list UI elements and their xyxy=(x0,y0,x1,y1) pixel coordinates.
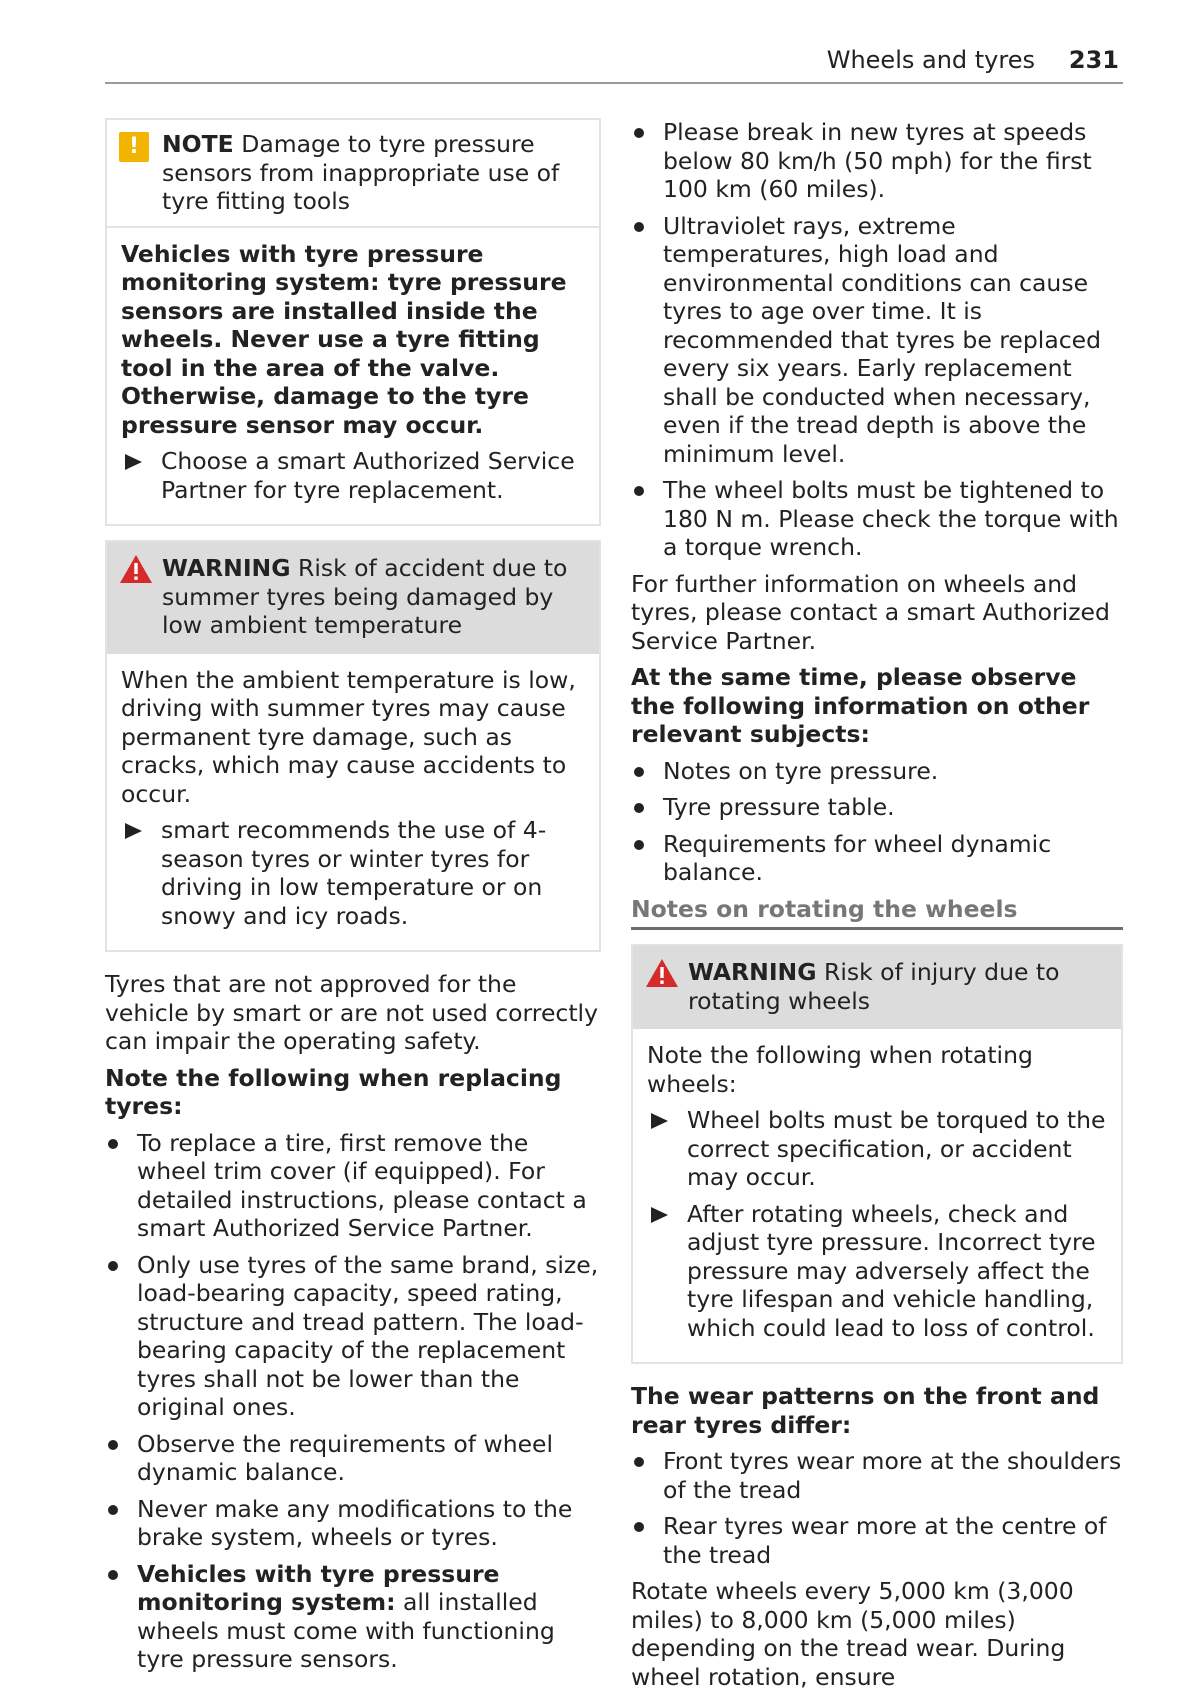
observe-heading: At the same time, please observe the following information on other relevant subjects: xyxy=(631,663,1090,748)
warning-keyword: WARNING xyxy=(688,958,817,986)
warning-header xyxy=(107,542,599,654)
note-keyword: NOTE xyxy=(162,130,234,158)
list-item: Observe the requirements of wheel dynamic balance. xyxy=(105,1430,601,1487)
list-item xyxy=(105,1560,601,1674)
warning-step: After rotating wheels, check and adjust tyre pressure. Incorrect tyre pressure may adversely affect the tyre lifespan and vehicle handling, which could lead to loss of control. xyxy=(647,1200,1107,1343)
warning-triangle-icon xyxy=(645,958,679,988)
header-page-number: 231 xyxy=(1068,46,1119,74)
warning-body-text: Note the following when rotating wheels: xyxy=(647,1041,1033,1098)
list-item: The wheel bolts must be tightened to 180 N m. Please check the torque with a torque wrench. xyxy=(631,476,1123,562)
warning-box-summer-tyres xyxy=(105,540,601,952)
note-body xyxy=(107,228,599,525)
note-body-text: Vehicles with tyre pressure monitoring system: tyre pressure sensors are installed inside the wheels. Never use a tyre fitting tool in the area of the valve. Otherwise, damage to the tyre pressure sensor may occur. xyxy=(121,239,567,439)
list-item: Rear tyres wear more at the centre of the tread xyxy=(631,1512,1123,1569)
right-column xyxy=(631,118,1123,1699)
list-item: Never make any modifications to the brake system, wheels or tyres. xyxy=(105,1495,601,1552)
warning-body-text: When the ambient temperature is low, driving with summer tyres may cause permanent tyre damage, such as cracks, which may cause accidents to occur. xyxy=(121,665,576,808)
note-box xyxy=(105,118,601,526)
page-header xyxy=(105,44,1123,84)
warning-header xyxy=(633,946,1121,1029)
warning-box-rotating-wheels xyxy=(631,944,1123,1364)
wear-heading: The wear patterns on the front and rear tyres differ: xyxy=(631,1382,1100,1439)
replacing-list xyxy=(105,1129,601,1674)
header-section-title: Wheels and tyres xyxy=(826,46,1035,74)
rotating-section-heading: Notes on rotating the wheels xyxy=(631,895,1123,931)
tpms-item-bold: Vehicles with tyre pressure monitoring system: xyxy=(137,1559,500,1616)
list-item: Please break in new tyres at speeds below 80 km/h (50 mph) for the first 100 km (60 miles). xyxy=(631,118,1123,204)
warning-title: Risk of injury due to rotating wheels xyxy=(688,958,1060,1015)
warning-steps xyxy=(121,816,585,930)
list-item: To replace a tire, first remove the wheel trim cover (if equipped). For detailed instructions, please contact a smart Authorized Service Partner. xyxy=(105,1129,601,1243)
replacing-heading: Note the following when replacing tyres: xyxy=(105,1063,562,1120)
intro-paragraph: Tyres that are not approved for the vehicle by smart or are not used correctly can impair the operating safety. xyxy=(105,970,598,1055)
list-item: Only use tyres of the same brand, size, load-bearing capacity, speed rating, structure and tread pattern. The load-bearing capacity of the replacement tyres shall not be lower than the original ones. xyxy=(105,1251,601,1422)
list-item: Ultraviolet rays, extreme temperatures, high load and environmental conditions can cause tyres to age over time. It is recommended that tyres be replaced every six years. Early replacement shall be conducted when necessary, even if the tread depth is above the minimum level. xyxy=(631,212,1123,469)
rotate-paragraph: Rotate wheels every 5,000 km (3,000 miles) to 8,000 km (5,000 miles) depending on the tread wear. During wheel rotation, ensure xyxy=(631,1577,1074,1691)
tpms-item-rest: all installed wheels must come with functioning tyre pressure sensors. xyxy=(137,1588,555,1673)
top-list xyxy=(631,118,1123,562)
observe-list xyxy=(631,757,1123,887)
warning-steps xyxy=(647,1106,1107,1342)
wear-list xyxy=(631,1447,1123,1569)
list-item: Requirements for wheel dynamic balance. xyxy=(631,830,1123,887)
warning-title: Risk of accident due to summer tyres being damaged by low ambient temperature xyxy=(162,554,568,639)
note-header xyxy=(107,120,599,228)
further-info-paragraph: For further information on wheels and tyres, please contact a smart Authorized Service Partner. xyxy=(631,569,1110,655)
left-column xyxy=(105,118,601,1682)
warning-step: smart recommends the use of 4-season tyres or winter tyres for driving in low temperature or on snowy and icy roads. xyxy=(121,816,585,930)
note-exclamation-icon: ! xyxy=(119,132,149,162)
note-title: Damage to tyre pressure sensors from inappropriate use of tyre fitting tools xyxy=(162,130,560,215)
warning-body xyxy=(633,1029,1121,1362)
warning-triangle-icon xyxy=(119,554,153,584)
list-item: Front tyres wear more at the shoulders of the tread xyxy=(631,1447,1123,1504)
note-steps xyxy=(121,447,585,504)
note-step: Choose a smart Authorized Service Partner for tyre replacement. xyxy=(121,447,585,504)
list-item: Notes on tyre pressure. xyxy=(631,757,1123,786)
warning-keyword: WARNING xyxy=(162,554,291,582)
list-item: Tyre pressure table. xyxy=(631,793,1123,822)
warning-body xyxy=(107,654,599,951)
warning-step: Wheel bolts must be torqued to the correct specification, or accident may occur. xyxy=(647,1106,1107,1192)
